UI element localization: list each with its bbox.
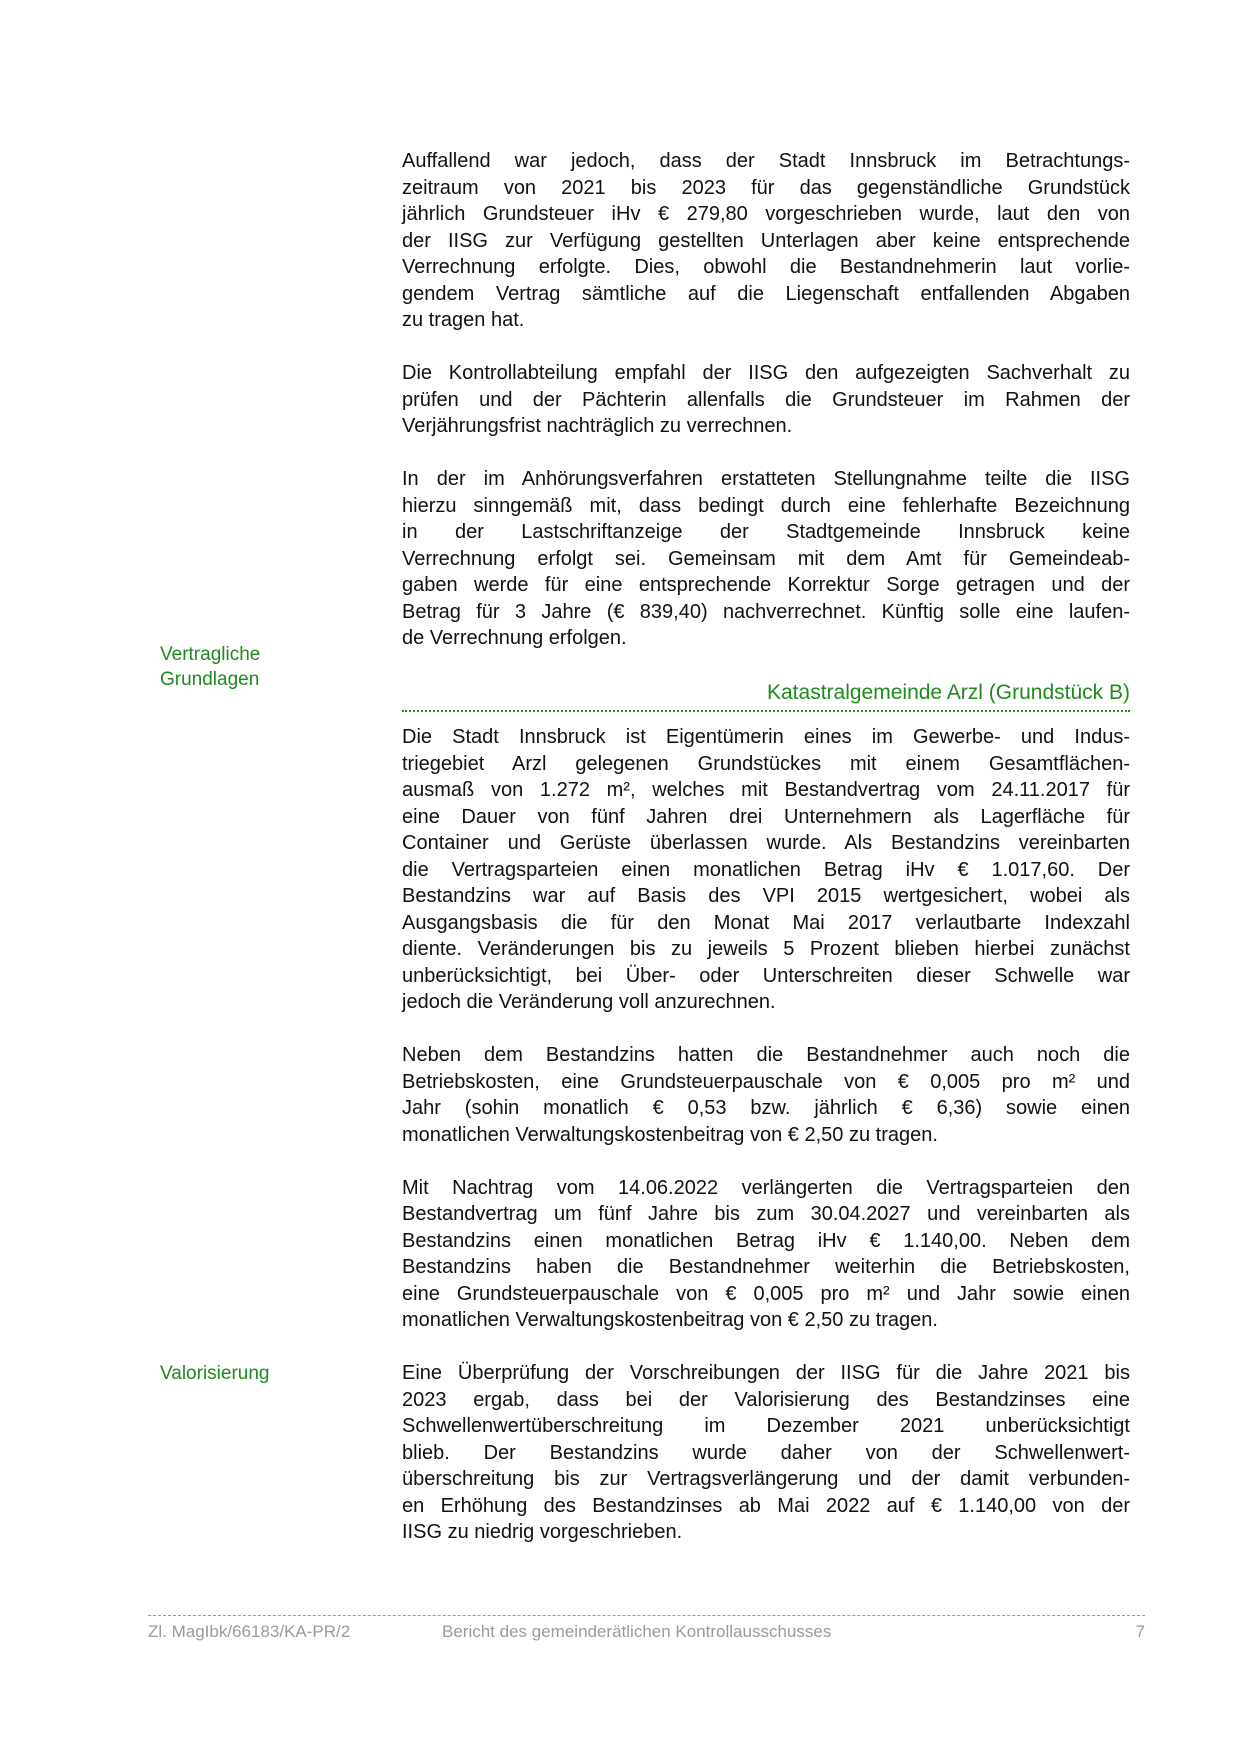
paragraph-line: Bestandzins war auf Basis des VPI 2015 wertgesichert, wobei als [402, 885, 1130, 907]
paragraph-line: prüfen und der Pächterin allenfalls die Grundsteuer im Rahmen der [402, 388, 1130, 411]
paragraph [402, 724, 1130, 1016]
paragraph-line: zu tragen hat. [402, 309, 525, 331]
paragraph-line: Eine Überprüfung der Vorschreibungen der IISG für die Jahre 2021 bis [402, 1362, 1130, 1384]
paragraph-line: die Vertragsparteien einen monatlichen Betrag iHv € 1.017,60. Der [402, 858, 1130, 881]
side-label-valorisierung: Valorisierung [160, 1363, 270, 1384]
paragraph-line: de Verrechnung erfolgen. [402, 627, 627, 649]
paragraph-line: ausmaß von 1.272 m², welches mit Bestandvertrag vom 24.11.2017 für [402, 779, 1130, 801]
paragraph-line: überschreitung bis zur Vertragsverlängerung und der damit verbunden- [402, 1468, 1130, 1490]
paragraph-line: Container und Gerüste überlassen wurde. Als Bestandzins vereinbarten [402, 832, 1130, 854]
paragraph-line: Verjährungsfrist nachträglich zu verrechnen. [402, 415, 793, 437]
paragraph-line: In der im Anhörungsverfahren erstatteten Stellungnahme teilte die IISG [402, 468, 1130, 490]
paragraph [402, 1175, 1130, 1334]
paragraph-line: monatlichen Verwaltungskostenbeitrag von € 2,50 zu tragen. [402, 1123, 938, 1146]
paragraph [402, 1360, 1130, 1546]
paragraph-line: gaben werde für eine entsprechende Korrektur Sorge getragen und der [402, 574, 1130, 596]
paragraph-line: gendem Vertrag sämtliche auf die Liegenschaft entfallenden Abgaben [402, 282, 1130, 305]
paragraph-line: Die Stadt Innsbruck ist Eigentümerin eines im Gewerbe- und Indus- [402, 726, 1130, 748]
paragraph [402, 360, 1130, 440]
section-heading: Katastralgemeinde Arzl (Grundstück B) [767, 681, 1130, 704]
paragraph-line: IISG zu niedrig vorgeschrieben. [402, 1521, 683, 1543]
paragraph-line: Betriebskosten, eine Grundsteuerpauschale von € 0,005 pro m² und [402, 1070, 1130, 1093]
paragraph-line: Schwellenwertüberschreitung im Dezember 2021 unberücksichtigt [402, 1415, 1130, 1437]
side-label-vertragliche-grundlagen [160, 642, 360, 692]
paragraph-line: der IISG zur Verfügung gestellten Unterlagen aber keine entsprechende [402, 229, 1130, 252]
heading-dotted-rule [402, 710, 1130, 712]
paragraph-line: Ausgangsbasis die für den Monat Mai 2017 verlautbarte Indexzahl [402, 911, 1130, 934]
paragraph-line: Bestandzins einen monatlichen Betrag iHv € 1.140,00. Neben dem [402, 1229, 1130, 1252]
footer-title: Bericht des gemeinderätlichen Kontrollausschusses [442, 1622, 832, 1641]
paragraph-line: Mit Nachtrag vom 14.06.2022 verlängerten die Vertragsparteien den [402, 1176, 1130, 1199]
paragraph-line: zeitraum von 2021 bis 2023 für das gegenständliche Grundstück [402, 176, 1130, 199]
paragraph-line: hierzu sinngemäß mit, dass bedingt durch eine fehlerhafte Bezeichnung [402, 494, 1130, 517]
side-label-line: Vertragliche [160, 644, 261, 665]
paragraph-line: triegebiet Arzl gelegenen Grundstückes mit einem Gesamtflächen- [402, 752, 1130, 775]
paragraph-line: Betrag für 3 Jahre (€ 839,40) nachverrechnet. Künftig solle eine laufen- [402, 600, 1130, 623]
paragraph [402, 466, 1130, 652]
paragraph-line: monatlichen Verwaltungskostenbeitrag von € 2,50 zu tragen. [402, 1309, 938, 1331]
paragraph-line: Bestandzins haben die Bestandnehmer weiterhin die Betriebskosten, [402, 1256, 1130, 1278]
footer-rule [148, 1615, 1145, 1616]
paragraph-line: Verrechnung erfolgte. Dies, obwohl die Bestandnehmerin laut vorlie- [402, 256, 1130, 278]
paragraph-line: Die Kontrollabteilung empfahl der IISG den aufgezeigten Sachverhalt zu [402, 362, 1130, 384]
paragraph-line: 2023 ergab, dass bei der Valorisierung des Bestandzinses eine [402, 1388, 1130, 1411]
paragraph-line: diente. Veränderungen bis zu jeweils 5 Prozent blieben hierbei zunächst [402, 938, 1130, 960]
paragraph [402, 148, 1130, 334]
paragraph-line: eine Grundsteuerpauschale von € 0,005 pro m² und Jahr sowie einen [402, 1282, 1130, 1305]
text-block-1 [402, 148, 1130, 678]
paragraph-line: jährlich Grundsteuer iHv € 279,80 vorgeschrieben wurde, laut den von [402, 203, 1130, 225]
paragraph-line: jedoch die Veränderung voll anzurechnen. [402, 991, 776, 1013]
paragraph-line: Jahr (sohin monatlich € 0,53 bzw. jährlich € 6,36) sowie einen [402, 1097, 1130, 1119]
side-label-line: Grundlagen [160, 669, 260, 690]
paragraph-line: unberücksichtigt, bei Über- oder Unterschreiten dieser Schwelle war [402, 964, 1130, 987]
paragraph-line: Bestandvertrag um fünf Jahre bis zum 30.04.2027 und vereinbarten als [402, 1203, 1130, 1225]
paragraph [402, 1042, 1130, 1148]
paragraph-line: Neben dem Bestandzins hatten die Bestandnehmer auch noch die [402, 1044, 1130, 1066]
paragraph-line: en Erhöhung des Bestandzinses ab Mai 2022 auf € 1.140,00 von der [402, 1494, 1130, 1517]
paragraph-line: in der Lastschriftanzeige der Stadtgemeinde Innsbruck keine [402, 521, 1130, 543]
footer-reference: Zl. MagIbk/66183/KA-PR/2 [148, 1622, 351, 1641]
paragraph-line: eine Dauer von fünf Jahren drei Unternehmern als Lagerfläche für [402, 805, 1130, 828]
paragraph-line: Auffallend war jedoch, dass der Stadt Innsbruck im Betrachtungs- [402, 150, 1130, 172]
text-block-2 [402, 724, 1130, 1572]
paragraph-line: blieb. Der Bestandzins wurde daher von der Schwellenwert- [402, 1441, 1130, 1464]
paragraph-line: Verrechnung erfolgt sei. Gemeinsam mit dem Amt für Gemeindeab- [402, 547, 1130, 570]
page-number: 7 [1135, 1622, 1145, 1641]
